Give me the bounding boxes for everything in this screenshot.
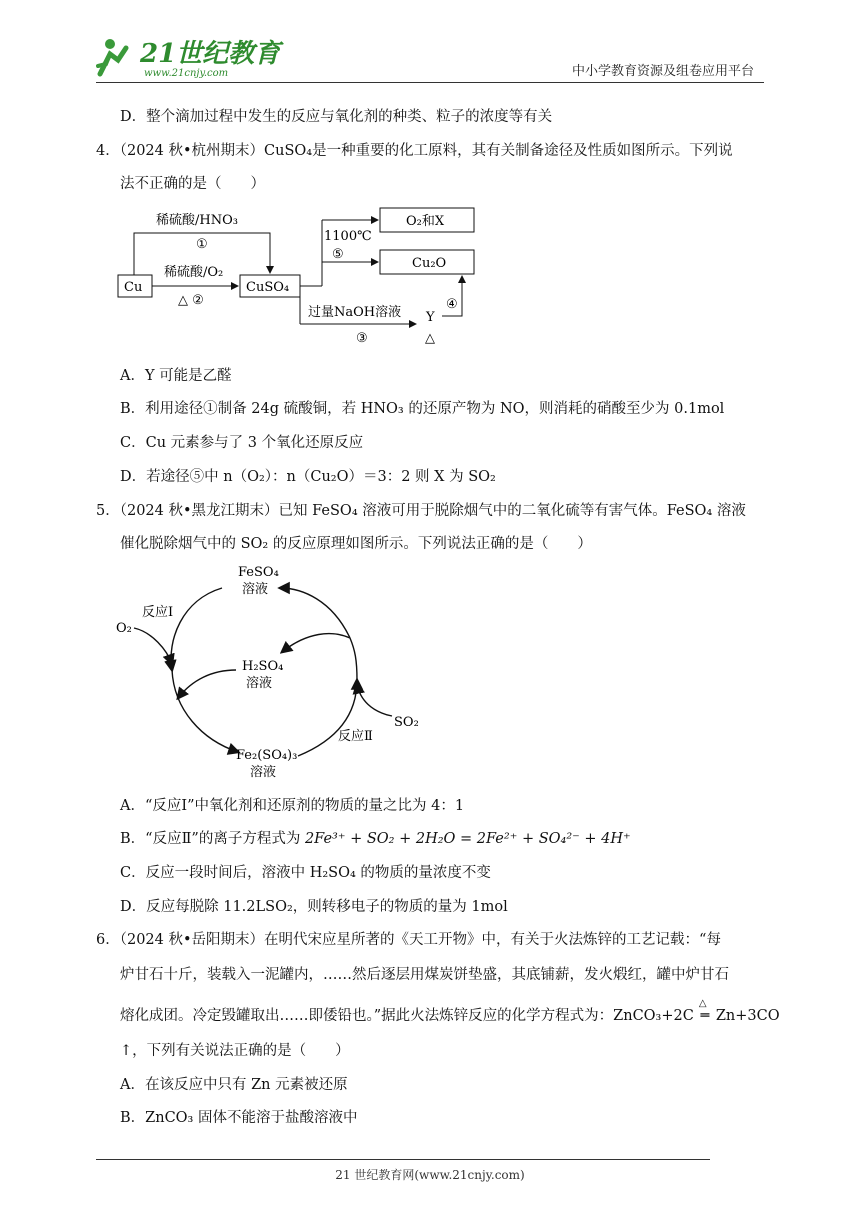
h2so4-label: H₂SO₄: [242, 659, 284, 674]
feso4-label: FeSO₄: [238, 565, 279, 580]
q5-cycle-diagram: [112, 560, 432, 785]
q4-diagram: [116, 200, 486, 350]
site-logo: [96, 34, 281, 80]
reaction1-label: 反应Ⅰ: [142, 605, 174, 620]
q6-option-a: A．在该反应中只有 Zn 元素被还原: [120, 1077, 348, 1093]
reaction2-label: 反应Ⅱ: [338, 729, 373, 744]
y-heat: △: [425, 331, 435, 346]
q5-option-c: C．反应一段时间后，溶液中 H₂SO₄ 的物质的量浓度不变: [120, 865, 491, 881]
fe2so43-sol-label: 溶液: [250, 765, 277, 780]
logo-text: 21世纪教育: [140, 39, 281, 69]
q6-stem-line3-text: 熔化成团。冷定毁罐取出……即倭铅也。”据此火法炼锌反应的化学方程式为：ZnCO₃+2C: [120, 1008, 694, 1024]
route1-label: 稀硫酸/HNO₃: [156, 213, 238, 228]
q5-stem-line2: 催化脱除烟气中的 SO₂ 的反应原理如图所示。下列说法正确的是（ ）: [120, 536, 592, 552]
q4-option-c: C．Cu 元素参与了 3 个氧化还原反应: [120, 435, 364, 451]
route2-num: △ ②: [178, 293, 204, 308]
cu-label: Cu: [124, 280, 143, 295]
q6-option-b: B．ZnCO₃ 固体不能溶于盐酸溶液中: [120, 1110, 358, 1126]
route3-num: ③: [356, 331, 368, 346]
q4-option-b: B．利用途径①制备 24g 硫酸铜，若 HNO₃ 的还原产物为 NO，则消耗的硝酸至少为 0.1mol: [120, 401, 725, 417]
q6-reaction-arrow: [694, 998, 716, 1026]
q5-option-b-equation: 2Fe³⁺ + SO₂ + 2H₂O = 2Fe²⁺ + SO₄²⁻ + 4H⁺: [304, 831, 631, 847]
header-divider: [96, 82, 764, 83]
q4-option-a: A．Y 可能是乙醛: [120, 368, 232, 384]
y-label: Y: [426, 310, 435, 325]
q4-option-d: D．若途径⑤中 n（O₂）：n（Cu₂O）＝3：2 则 X 为 SO₂: [120, 469, 496, 485]
q6-stem-line3: [120, 998, 780, 1026]
o2x-label: O₂和X: [406, 214, 445, 229]
footer-divider: [96, 1159, 710, 1160]
h2so4-sol-label: 溶液: [246, 676, 273, 691]
so2-label: SO₂: [394, 715, 419, 730]
route1-num: ①: [196, 237, 208, 252]
q4-stem-line1: 4．（2024 秋•杭州期末）CuSO₄是一种重要的化工原料，其有关制备途径及性质如图所示。下列说: [96, 143, 733, 159]
q5-option-d: D．反应每脱除 11.2LSO₂，则转移电子的物质的量为 1mol: [120, 899, 508, 915]
q6-stem-line4: ↑，下列有关说法正确的是（ ）: [120, 1043, 350, 1059]
route2-label: 稀硫酸/O₂: [164, 265, 224, 280]
q3-option-d: D．整个滴加过程中发生的反应与氧化剂的种类、粒子的浓度等有关: [120, 109, 553, 125]
q5-option-a: A．“反应Ⅰ”中氧化剂和还原剂的物质的量之比为 4：1: [120, 798, 465, 814]
logo-url: www.21cnjy.com: [144, 68, 229, 79]
q6-equals-sign: ═: [700, 1008, 710, 1024]
q4-stem-line2: 法不正确的是（ ）: [120, 176, 265, 192]
cuso4-label: CuSO₄: [246, 280, 290, 295]
q6-stem-line2: 炉甘石十斤，装载入一泥罐内，……然后逐层用煤炭饼垫盛，其底铺薪，发火煅红，罐中炉甘石: [120, 967, 729, 983]
feso4-sol-label: 溶液: [242, 582, 269, 597]
q5-option-b: [120, 829, 631, 849]
footer-text: 21 世纪教育网(www.21cnjy.com): [335, 1168, 525, 1182]
route5-label: 1100℃: [324, 229, 372, 244]
q6-stem-line3-end: Zn+3CO: [715, 1008, 780, 1024]
fe2so43-label: Fe₂(SO₄)₃: [236, 748, 298, 763]
q5-option-b-prefix: B．“反应Ⅱ”的离子方程式为: [120, 831, 305, 847]
route3-label: 过量NaOH溶液: [308, 305, 402, 320]
route5-num: ⑤: [332, 247, 344, 262]
o2-label: O₂: [116, 621, 132, 636]
platform-title: 中小学教育资源及组卷应用平台: [572, 64, 755, 79]
route4-num: ④: [446, 297, 458, 312]
cu2o-label: Cu₂O: [412, 256, 447, 271]
q6-heat-symbol: △: [698, 998, 707, 1009]
q5-stem-line1: 5．（2024 秋•黑龙江期末）已知 FeSO₄ 溶液可用于脱除烟气中的二氧化硫等有害气体。FeSO₄ 溶液: [96, 503, 746, 519]
q6-stem-line1: 6．（2024 秋•岳阳期末）在明代宋应星所著的《天工开物》中，有关于火法炼锌的工艺记载：“每: [96, 932, 721, 948]
